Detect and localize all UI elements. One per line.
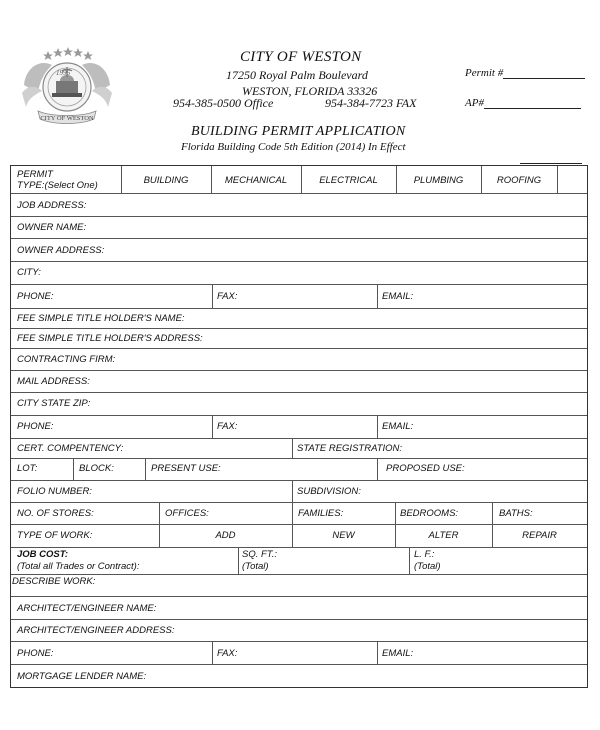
- families-label[interactable]: FAMILIES:: [298, 508, 344, 519]
- row-divider: [11, 664, 587, 665]
- work-type-new[interactable]: NEW: [332, 530, 355, 541]
- permit-type-plumbing[interactable]: PLUMBING: [413, 175, 464, 186]
- col-divider: [377, 641, 378, 664]
- col-divider: [238, 547, 239, 574]
- permit-number-label: Permit #: [465, 67, 504, 79]
- work-type-repair[interactable]: REPAIR: [522, 530, 557, 541]
- no-of-stores-label[interactable]: NO. OF STORES:: [17, 508, 94, 519]
- seal-year: 1996: [56, 69, 70, 77]
- ap-number-field[interactable]: [465, 97, 581, 109]
- architect-email-label[interactable]: EMAIL:: [382, 648, 414, 659]
- baths-label[interactable]: BATHS:: [499, 508, 533, 519]
- contractor-fax-label[interactable]: FAX:: [217, 421, 238, 432]
- row-divider: [11, 502, 587, 503]
- row-divider: [11, 574, 587, 575]
- row-divider: [11, 308, 587, 309]
- permit-number-field[interactable]: [465, 67, 585, 79]
- architect-phone-label[interactable]: PHONE:: [17, 648, 54, 659]
- job-cost-label[interactable]: JOB COST:: [17, 549, 69, 560]
- row-divider: [11, 193, 587, 194]
- address-line-2: WESTON, FLORIDA 33326: [242, 84, 378, 98]
- block-label[interactable]: BLOCK:: [79, 463, 114, 474]
- form-title: BUILDING PERMIT APPLICATION: [191, 124, 406, 139]
- permit-type-electrical[interactable]: ELECTRICAL: [319, 175, 378, 186]
- col-divider: [557, 166, 558, 193]
- permit-type-roofing[interactable]: ROOFING: [496, 175, 542, 186]
- col-divider: [212, 415, 213, 438]
- row-divider: [11, 480, 587, 481]
- row-divider: [11, 216, 587, 217]
- owner-address-label[interactable]: OWNER ADDRESS:: [17, 245, 105, 256]
- city-label[interactable]: CITY:: [17, 267, 41, 278]
- row-divider: [11, 370, 587, 371]
- lot-label[interactable]: LOT:: [17, 463, 38, 474]
- job-cost-note: (Total all Trades or Contract):: [17, 561, 140, 572]
- city-state-zip-label[interactable]: CITY STATE ZIP:: [17, 398, 91, 409]
- describe-work-label[interactable]: DESCRIBE WORK:: [12, 576, 96, 587]
- row-divider: [11, 596, 587, 597]
- cert-competency-label[interactable]: CERT. COMPENTENCY:: [17, 443, 124, 454]
- col-divider: [292, 502, 293, 524]
- permit-type-mechanical[interactable]: MECHANICAL: [224, 175, 288, 186]
- col-divider: [292, 438, 293, 458]
- architect-name-label[interactable]: ARCHITECT/ENGINEER NAME:: [17, 603, 157, 614]
- col-divider: [377, 458, 378, 480]
- row-divider: [11, 619, 587, 620]
- row-divider: [11, 261, 587, 262]
- col-divider: [377, 415, 378, 438]
- city-seal-logo: [18, 45, 116, 131]
- proposed-use-label[interactable]: PROPOSED USE:: [386, 463, 465, 474]
- form-subtitle: Florida Building Code 5th Edition (2014) In Effect: [181, 141, 406, 153]
- row-divider: [11, 415, 587, 416]
- row-divider: [11, 238, 587, 239]
- owner-email-label[interactable]: EMAIL:: [382, 291, 414, 302]
- subdivision-label[interactable]: SUBDIVISION:: [297, 486, 361, 497]
- row-divider: [11, 547, 587, 548]
- col-divider: [292, 480, 293, 502]
- owner-name-label[interactable]: OWNER NAME:: [17, 222, 87, 233]
- row-divider: [11, 392, 587, 393]
- work-type-alter[interactable]: ALTER: [428, 530, 459, 541]
- fee-simple-name-label[interactable]: FEE SIMPLE TITLE HOLDER'S NAME:: [17, 313, 185, 324]
- architect-address-label[interactable]: ARCHITECT/ENGINEER ADDRESS:: [17, 625, 175, 636]
- work-type-add[interactable]: ADD: [215, 530, 236, 541]
- folio-number-label[interactable]: FOLIO NUMBER:: [17, 486, 92, 497]
- job-address-label[interactable]: JOB ADDRESS:: [17, 200, 87, 211]
- permit-type-label-1: PERMIT: [17, 169, 53, 180]
- contractor-phone-label[interactable]: PHONE:: [17, 421, 54, 432]
- lf-note: (Total): [414, 561, 441, 572]
- owner-fax-label[interactable]: FAX:: [217, 291, 238, 302]
- permit-form-table: [10, 165, 588, 688]
- lf-label[interactable]: L. F.:: [414, 549, 435, 560]
- row-divider: [11, 641, 587, 642]
- offices-label[interactable]: OFFICES:: [165, 508, 209, 519]
- sq-ft-label[interactable]: SQ. FT.:: [242, 549, 278, 560]
- row-divider: [11, 348, 587, 349]
- present-use-label[interactable]: PRESENT USE:: [151, 463, 221, 474]
- row-divider: [11, 524, 587, 525]
- permit-number-blank[interactable]: [503, 68, 585, 79]
- col-divider: [212, 641, 213, 664]
- type-of-work-label: TYPE OF WORK:: [17, 530, 93, 541]
- header-rule: [520, 163, 582, 164]
- contractor-email-label[interactable]: EMAIL:: [382, 421, 414, 432]
- mail-address-label[interactable]: MAIL ADDRESS:: [17, 376, 90, 387]
- row-divider: [11, 328, 587, 329]
- row-divider: [11, 458, 587, 459]
- col-divider: [212, 284, 213, 308]
- owner-phone-label[interactable]: PHONE:: [17, 291, 54, 302]
- permit-type-building[interactable]: BUILDING: [143, 175, 189, 186]
- col-divider: [377, 284, 378, 308]
- ap-number-blank[interactable]: [484, 98, 581, 109]
- bedrooms-label[interactable]: BEDROOMS:: [400, 508, 459, 519]
- state-registration-label[interactable]: STATE REGISTRATION:: [297, 443, 403, 454]
- fee-simple-address-label[interactable]: FEE SIMPLE TITLE HOLDER'S ADDRESS:: [17, 333, 203, 344]
- col-divider: [395, 502, 396, 524]
- seal-city-text: CITY OF WESTON: [40, 115, 94, 122]
- row-divider: [11, 438, 587, 439]
- contracting-firm-label[interactable]: CONTRACTING FIRM:: [17, 354, 116, 365]
- permit-type-label-2: TYPE:(Select One): [17, 180, 98, 191]
- city-name: CITY OF WESTON: [240, 49, 362, 65]
- fax-phone: 954-384-7723 FAX: [325, 96, 417, 110]
- col-divider: [145, 458, 146, 480]
- architect-fax-label[interactable]: FAX:: [217, 648, 238, 659]
- col-divider: [73, 458, 74, 480]
- sq-ft-note: (Total): [242, 561, 269, 572]
- col-divider: [159, 502, 160, 524]
- col-divider: [409, 547, 410, 574]
- ap-number-label: AP#: [465, 97, 484, 109]
- address-line-1: 17250 Royal Palm Boulevard: [226, 68, 368, 82]
- row-divider: [11, 284, 587, 285]
- office-phone: 954-385-0500 Office: [173, 96, 274, 110]
- col-divider: [492, 502, 493, 524]
- mortgage-lender-label[interactable]: MORTGAGE LENDER NAME:: [17, 671, 147, 682]
